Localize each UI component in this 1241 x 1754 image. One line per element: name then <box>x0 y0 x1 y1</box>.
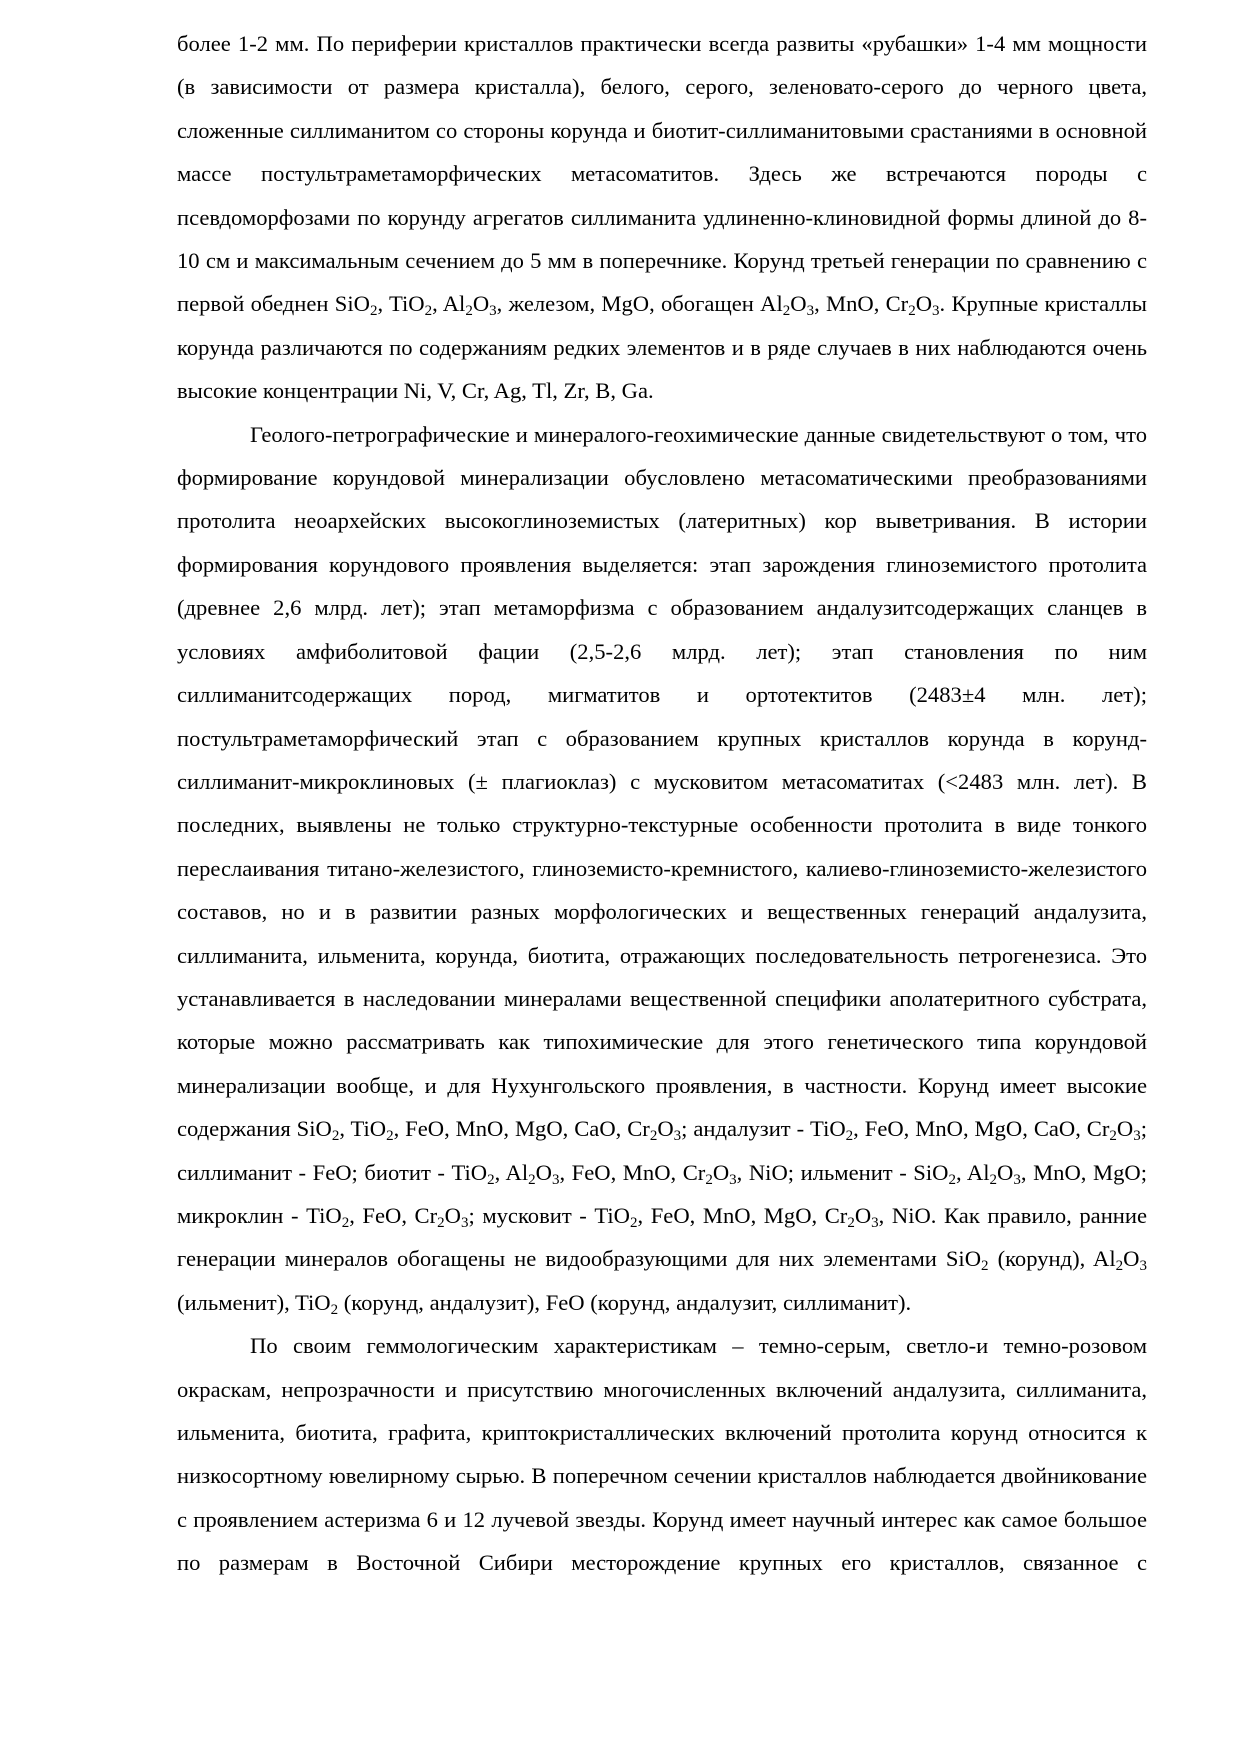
paragraph-corundum-crystals: более 1-2 мм. По периферии кристаллов практически всегда развиты «рубашки» 1-4 мм мощности (в зависимости от размера кристалла), белого, серого, зеленовато-серого до черного цвета, сложенные силлиманитом со стороны корунда и биотит-силлиманитовыми срастаниями в основной массе постультраметаморфических метасоматитов. Здесь же встречаются породы с псевдоморфозами по корунду агрегатов силлиманита удлиненно-клиновидной формы длиной до 8-10 см и максимальным сечением до 5 мм в поперечнике. Корунд третьей генерации по сравнению с первой обеднен SiO$_2$, TiO$_2$, $Al_2O_3$, железом, MgO, обогащен $Al_2O_3$, MnO, $Cr_2O_3$. Крупные кристаллы корунда различаются по содержаниям редких элементов и в ряде случаев в них наблюдаются очень высокие концентрации Ni, V, Cr, Ag, Tl, Zr, B, Ga. <box>177 31 1147 404</box>
paragraph-gemological: По своим геммологическим характеристикам – темно-серым, светло-и темно-розовом окраскам, непрозрачности и присутствию многочисленных включений андалузита, силлиманита, ильменита, биотита, графита, криптокристаллических включений протолита корунд относится к низкосортному ювелирному сырью. В поперечном сечении кристаллов наблюдается двойникование с проявлением астеризма 6 и 12 лучевой звезды. Корунд имеет научный интерес как самое большое по размерам в Восточной Сибири месторождение крупных его кристаллов, связанное с <box>177 1333 1147 1576</box>
document-page <box>177 22 1147 1585</box>
paragraph-geological-data: Геолого-петрографические и минералого-геохимические данные свидетельствуют о том, что формирование корундовой минерализации обусловлено метасоматическими преобразованиями протолита неоархейских высокоглиноземистых (латеритных) кор выветривания. В истории формирования корундового проявления выделяется: этап зарождения глиноземистого протолита (древнее 2,6 млрд. лет); этап метаморфизма с образованием андалузитсодержащих сланцев в условиях амфиболитовой фации (2,5-2,6 млрд. лет); этап становления по ним силлиманитсодержащих пород, мигматитов и ортотектитов (2483±4 млн. лет); постультраметаморфический этап с образованием крупных кристаллов корунда в корунд-силлиманит-микроклиновых (± плагиоклаз) с мусковитом метасоматитах (<2483 млн. лет). В последних, выявлены не только структурно-текстурные особенности протолита в виде тонкого переслаивания титано-железистого, глиноземисто-кремнистого, калиево-глиноземисто-железистого составов, но и в развитии разных морфологических и вещественных генераций андалузита, силлиманита, ильменита, корунда, биотита, отражающих последовательность петрогенезиса. Это устанавливается в наследовании минералами вещественной специфики аполатеритного субстрата, которые можно рассматривать как типохимические для этого генетического типа корундовой минерализации вообще, и для Нухунгольского проявления, в частности. Корунд имеет высокие содержания SiO$_2$, TiO$_2$, FeO, MnO, MgO, CaO, $Cr_2O_3$; андалузит - TiO$_2$, FeO, MnO, MgO, CaO, $Cr_2O_3$; силлиманит - FeO; биотит - TiO$_2$, $Al_2O_3$, FeO, MnO, $Cr_2O_3$, NiO; ильменит - SiO$_2$, $Al_2O_3$, MnO, MgO; микроклин - TiO$_2$, FeO, $Cr_2O_3$; мусковит - TiO$_2$, FeO, MnO, MgO, $Cr_2O_3$, NiO. Как правило, ранние генерации минералов обогащены не видообразующими для них элементами SiO$_2$ (корунд), $Al_2O_3$ (ильменит), TiO$_2$ (корунд, андалузит), FeO (корунд, андалузит, силлиманит). <box>177 421 1148 1318</box>
